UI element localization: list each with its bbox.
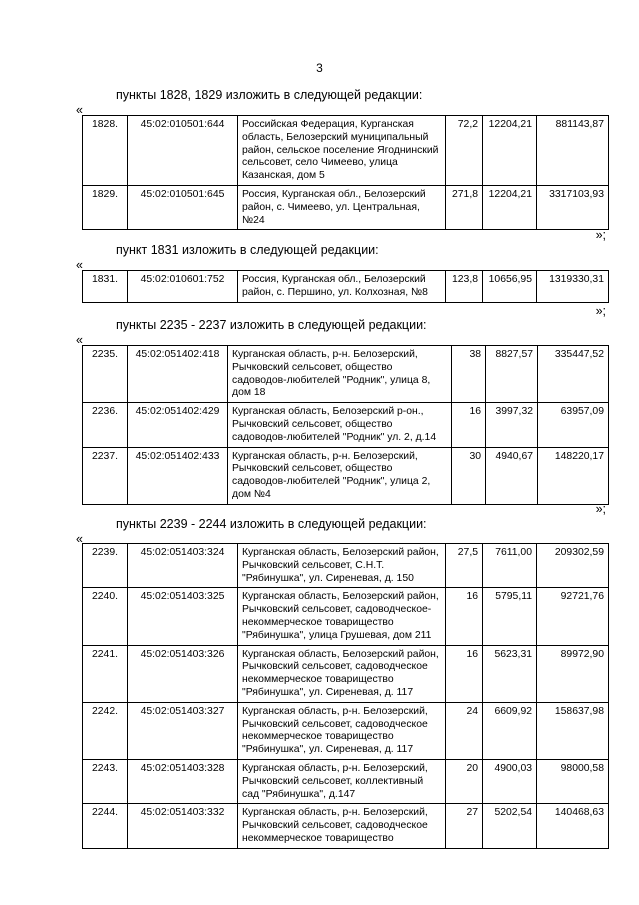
address: Курганская область, р-н. Белозерский, Рычковский сельсовет, садоводческое некоммерческое товарищество "Рябинушка", ул. Сиреневая, д. 117 [238, 702, 446, 759]
area: 16 [446, 645, 483, 702]
table-row [83, 403, 609, 447]
data-table [82, 543, 609, 849]
close-quote: »; [595, 502, 606, 516]
cadastral-cost: 158637,98 [537, 702, 609, 759]
table-row [83, 271, 609, 303]
cadastral-number: 45:02:051403:327 [128, 702, 238, 759]
unit-price: 10656,95 [483, 271, 537, 303]
table-row [83, 116, 609, 186]
cadastral-cost: 209302,59 [537, 544, 609, 588]
area: 27,5 [446, 544, 483, 588]
cadastral-number: 45:02:010501:645 [128, 185, 238, 229]
close-quote: »; [595, 228, 606, 242]
section-heading: пункт 1831 изложить в следующей редакции: [116, 243, 379, 257]
unit-price: 5202,54 [483, 804, 537, 848]
cadastral-cost: 881143,87 [537, 116, 609, 186]
open-quote: « [76, 532, 83, 546]
cadastral-cost: 89972,90 [537, 645, 609, 702]
cadastral-cost: 1319330,31 [537, 271, 609, 303]
data-table [82, 270, 609, 303]
open-quote: « [76, 258, 83, 272]
cadastral-cost: 98000,58 [537, 759, 609, 803]
table-row [83, 702, 609, 759]
area: 20 [446, 759, 483, 803]
table-row [83, 804, 609, 848]
cadastral-cost: 3317103,93 [537, 185, 609, 229]
data-table [82, 115, 609, 230]
page-number: 3 [316, 61, 323, 75]
address: Россия, Курганская обл., Белозерский район, с. Чимеево, ул. Центральная, №24 [238, 185, 446, 229]
row-number: 2244. [83, 804, 128, 848]
address: Россия, Курганская обл., Белозерский район, с. Першино, ул. Колхозная, №8 [238, 271, 446, 303]
row-number: 2240. [83, 588, 128, 645]
cadastral-number: 45:02:051402:429 [128, 403, 228, 447]
section-heading: пункты 2239 - 2244 изложить в следующей редакции: [116, 517, 427, 531]
cadastral-cost: 335447,52 [538, 346, 609, 403]
row-number: 1831. [83, 271, 128, 303]
row-number: 2243. [83, 759, 128, 803]
row-number: 2235. [83, 346, 128, 403]
cadastral-number: 45:02:051402:418 [128, 346, 228, 403]
table-row [83, 447, 609, 504]
area: 38 [452, 346, 486, 403]
area: 27 [446, 804, 483, 848]
row-number: 1829. [83, 185, 128, 229]
area: 16 [452, 403, 486, 447]
cadastral-cost: 140468,63 [537, 804, 609, 848]
table-row [83, 544, 609, 588]
unit-price: 12204,21 [483, 185, 537, 229]
cadastral-number: 45:02:051403:326 [128, 645, 238, 702]
cadastral-cost: 92721,76 [537, 588, 609, 645]
data-table [82, 345, 609, 505]
table-row [83, 346, 609, 403]
open-quote: « [76, 333, 83, 347]
cadastral-number: 45:02:051403:332 [128, 804, 238, 848]
unit-price: 3997,32 [486, 403, 538, 447]
cadastral-cost: 148220,17 [538, 447, 609, 504]
unit-price: 12204,21 [483, 116, 537, 186]
unit-price: 6609,92 [483, 702, 537, 759]
cadastral-number: 45:02:051403:325 [128, 588, 238, 645]
cadastral-number: 45:02:010501:644 [128, 116, 238, 186]
area: 24 [446, 702, 483, 759]
unit-price: 4940,67 [486, 447, 538, 504]
unit-price: 5795,11 [483, 588, 537, 645]
unit-price: 7611,00 [483, 544, 537, 588]
table-row [83, 759, 609, 803]
address: Курганская область, Белозерский район, Рычковский сельсовет, садоводческое-некоммерческое товарищество "Рябинушка", улица Грушевая, дом 211 [238, 588, 446, 645]
row-number: 2239. [83, 544, 128, 588]
table-row [83, 588, 609, 645]
unit-price: 5623,31 [483, 645, 537, 702]
address: Курганская область, р-н. Белозерский, Рычковский сельсовет, общество садоводов-любителей "Родник", улица 2, дом №4 [228, 447, 452, 504]
unit-price: 4900,03 [483, 759, 537, 803]
address: Курганская область, р-н. Белозерский, Рычковский сельсовет, общество садоводов-любителей "Родник", улица 8, дом 18 [228, 346, 452, 403]
cadastral-number: 45:02:051403:324 [128, 544, 238, 588]
open-quote: « [76, 103, 83, 117]
close-quote: »; [595, 304, 606, 318]
row-number: 2236. [83, 403, 128, 447]
section-heading: пункты 1828, 1829 изложить в следующей редакции: [116, 88, 423, 102]
area: 271,8 [446, 185, 483, 229]
table-row [83, 185, 609, 229]
address: Курганская область, Белозерский р-он., Рычковский сельсовет, общество садоводов-любителей "Родник" ул. 2, д.14 [228, 403, 452, 447]
address: Российская Федерация, Курганская область, Белозерский муниципальный район, сельское поселение Ягоднинский сельсовет, село Чимеево, улица Казанская, дом 5 [238, 116, 446, 186]
cadastral-cost: 63957,09 [538, 403, 609, 447]
row-number: 2237. [83, 447, 128, 504]
address: Курганская область, Белозерский район, Рычковский сельсовет, С.Н.Т. "Рябинушка", ул. Сиреневая, д. 150 [238, 544, 446, 588]
area: 72,2 [446, 116, 483, 186]
cadastral-number: 45:02:051402:433 [128, 447, 228, 504]
area: 123,8 [446, 271, 483, 303]
address: Курганская область, Белозерский район, Рычковский сельсовет, садоводческое некоммерческое товарищество "Рябинушка", ул. Сиреневая, д. 117 [238, 645, 446, 702]
unit-price: 8827,57 [486, 346, 538, 403]
row-number: 2242. [83, 702, 128, 759]
row-number: 2241. [83, 645, 128, 702]
address: Курганская область, р-н. Белозерский, Рычковский сельсовет, садоводческое некоммерческое товарищество [238, 804, 446, 848]
address: Курганская область, р-н. Белозерский, Рычковский сельсовет, коллективный сад "Рябинушка", д.147 [238, 759, 446, 803]
row-number: 1828. [83, 116, 128, 186]
cadastral-number: 45:02:051403:328 [128, 759, 238, 803]
section-heading: пункты 2235 - 2237 изложить в следующей редакции: [116, 318, 427, 332]
area: 30 [452, 447, 486, 504]
area: 16 [446, 588, 483, 645]
cadastral-number: 45:02:010601:752 [128, 271, 238, 303]
table-row [83, 645, 609, 702]
